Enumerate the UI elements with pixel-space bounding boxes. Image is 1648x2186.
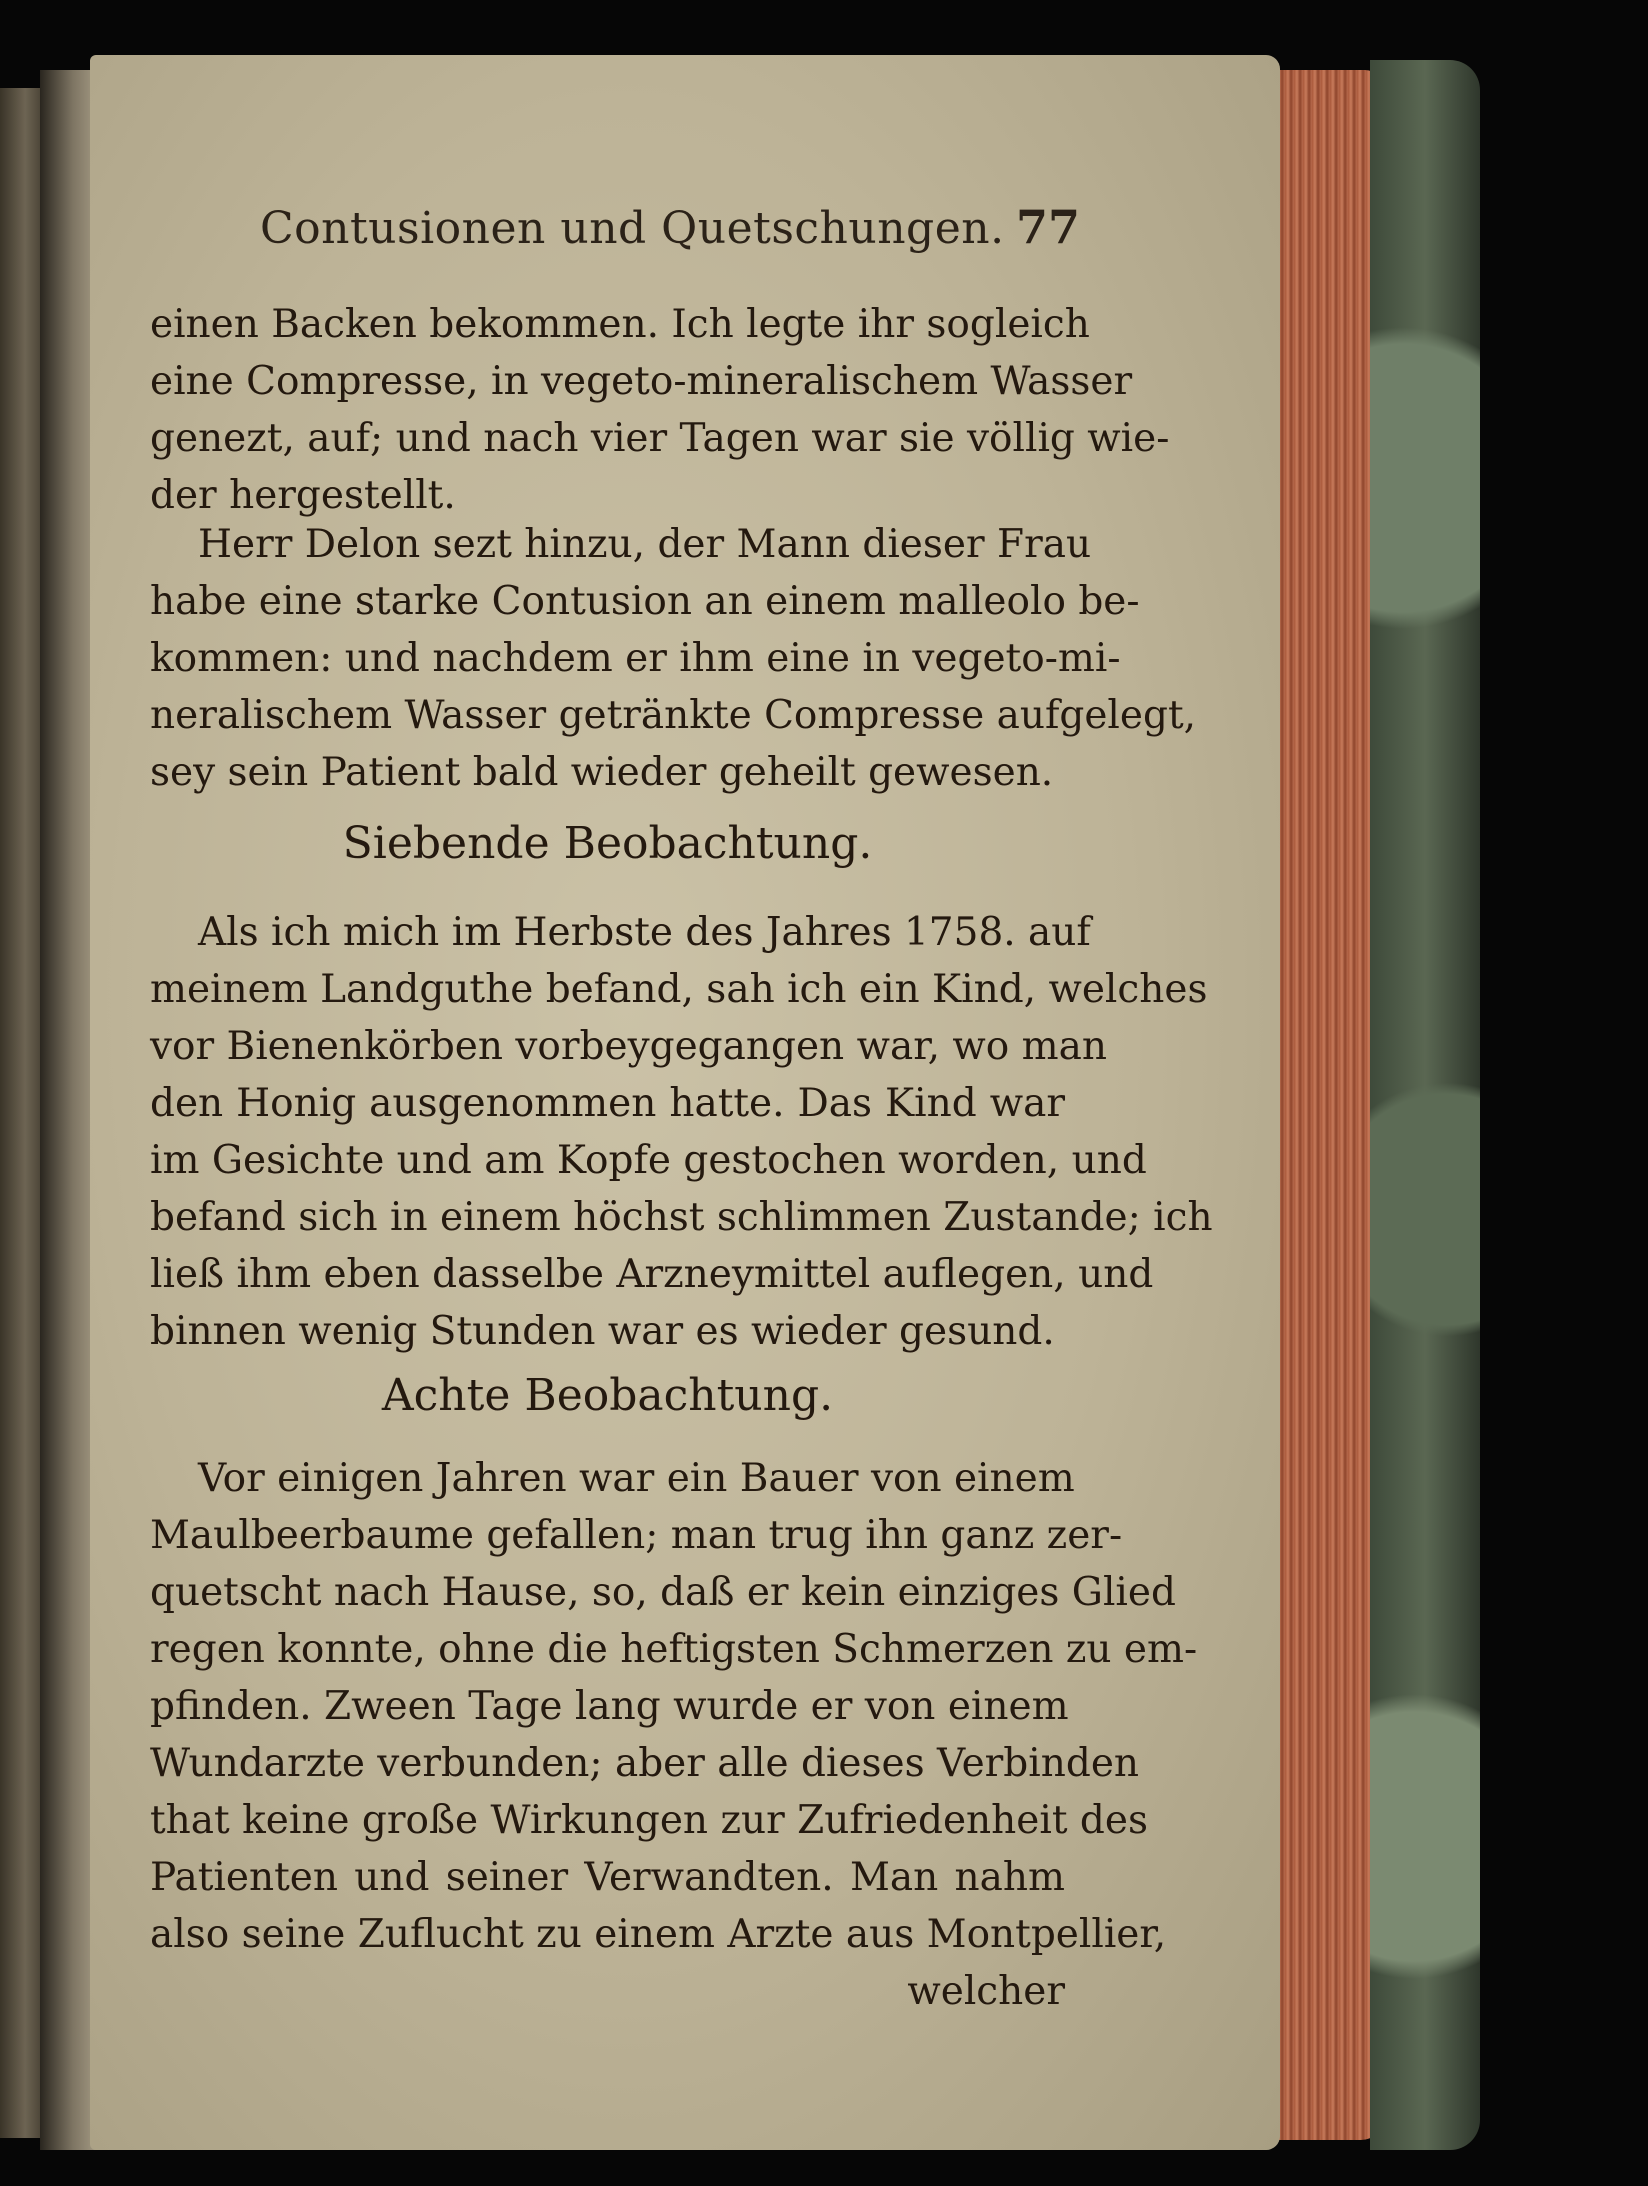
text-line: eine Compresse, in vegeto-mineralischem Wasser	[150, 359, 1133, 404]
text-line: neralischem Wasser getränkte Compresse aufgelegt,	[150, 693, 1197, 738]
text-line: der hergestellt.	[150, 473, 456, 518]
text-line: im Gesichte und am Kopfe gestochen worden, und	[150, 1138, 1147, 1183]
page-number: 77	[1015, 200, 1080, 254]
text-line: kommen: und nachdem er ihm eine in vegeto-mi-	[150, 636, 1121, 681]
text-line: regen konnte, ohne die heftigsten Schmerzen zu em-	[150, 1627, 1198, 1672]
paragraph-3	[150, 904, 1213, 1360]
text-line: habe eine starke Contusion an einem malleolo be-	[150, 579, 1140, 624]
text-line: meinem Landguthe befand, sah ich ein Kind, welches	[150, 967, 1208, 1012]
heading-achte-beobachtung: Achte Beobachtung.	[381, 1370, 834, 1421]
text-line: den Honig ausgenommen hatte. Das Kind war	[150, 1081, 1065, 1126]
book-cover	[1370, 60, 1480, 2150]
text-line: Als ich mich im Herbste des Jahres 1758. auf	[198, 910, 1091, 955]
text-line: einen Backen bekommen. Ich legte ihr sogleich	[150, 302, 1090, 347]
text-line: quetscht nach Hause, so, daß er kein einziges Glied	[150, 1570, 1176, 1615]
text-line: genezt, auf; und nach vier Tagen war sie völlig wie-	[150, 416, 1170, 461]
text-line: Maulbeerbaume gefallen; man trug ihn ganz zer-	[150, 1513, 1123, 1558]
text-line: sey sein Patient bald wieder geheilt gewesen.	[150, 750, 1054, 795]
text-line: Herr Delon sezt hinzu, der Mann dieser Frau	[198, 522, 1092, 567]
text-line: Wundarzte verbunden; aber alle dieses Verbinden	[150, 1741, 1140, 1786]
heading-siebende-beobachtung: Siebende Beobachtung.	[342, 818, 873, 869]
text-line: pfinden. Zween Tage lang wurde er von einem	[150, 1684, 1069, 1729]
text-line: binnen wenig Stunden war es wieder gesund.	[150, 1309, 1055, 1354]
text-line: vor Bienenkörben vorbeygegangen war, wo man	[150, 1024, 1107, 1069]
text-line: Vor einigen Jahren war ein Bauer von einem	[198, 1456, 1075, 1501]
paragraph-2	[150, 516, 1197, 801]
text-line: Patienten und seiner Verwandten. Man nahm	[150, 1855, 1065, 1900]
running-head	[260, 200, 1080, 270]
text-line: also seine Zuflucht zu einem Arzte aus Montpellier,	[150, 1912, 1167, 1957]
paragraph-4	[150, 1450, 1198, 2020]
paragraph-1	[150, 296, 1170, 524]
catchword: welcher	[907, 1969, 1065, 2014]
text-line: ließ ihm eben dasselbe Arzneymittel auflegen, und	[150, 1252, 1154, 1297]
running-title: Contusionen und Quetschungen.	[260, 203, 1005, 254]
facing-page-edge	[0, 88, 42, 2138]
text-line: that keine große Wirkungen zur Zufriedenheit des	[150, 1798, 1148, 1843]
text-line: befand sich in einem höchst schlimmen Zustande; ich	[150, 1195, 1213, 1240]
